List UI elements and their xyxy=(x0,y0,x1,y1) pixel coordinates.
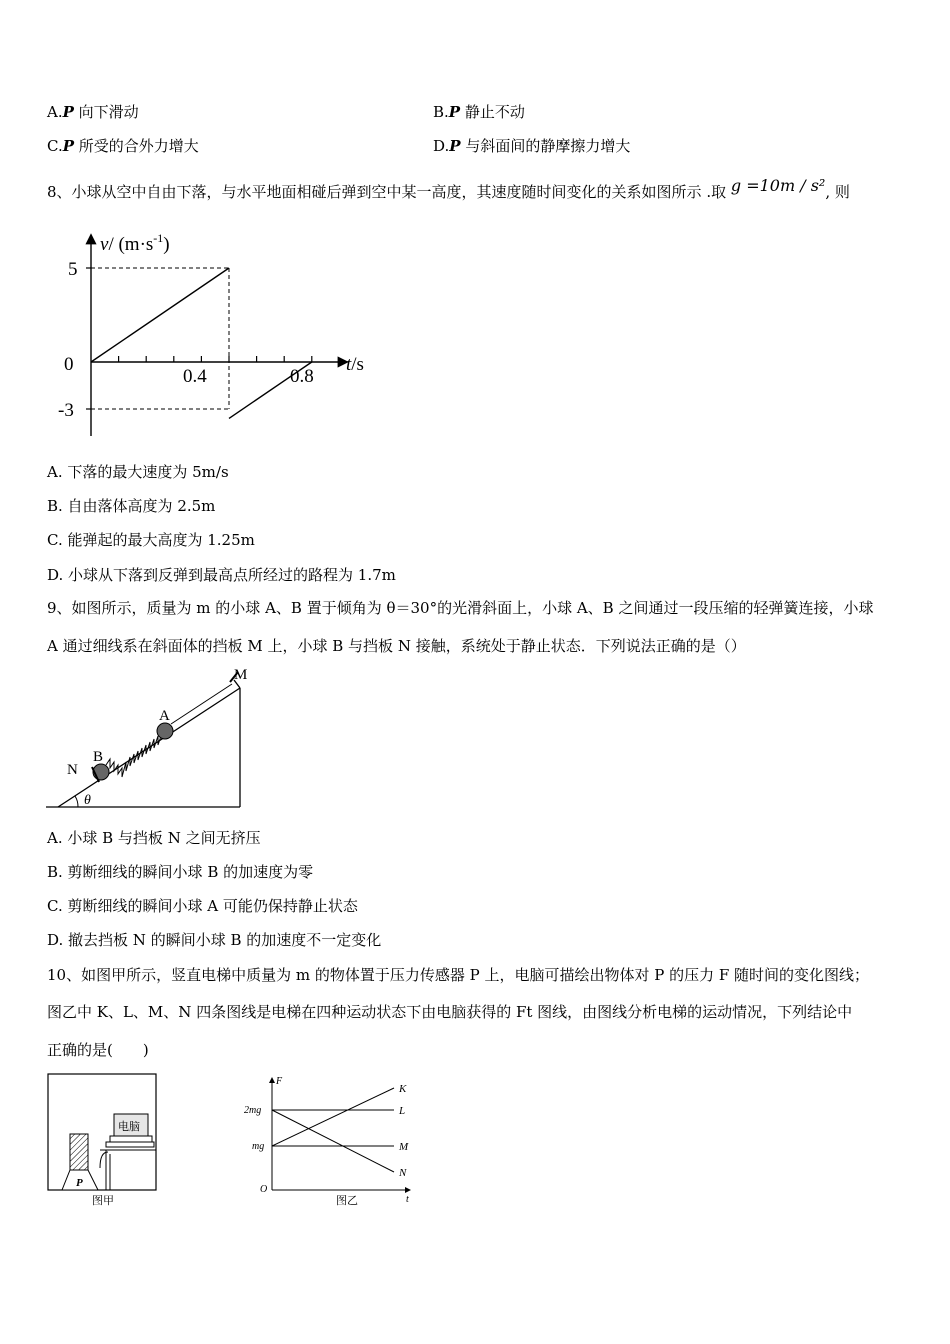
q8-option-d: D. 小球从下落到反弹到最高点所经过的路程为 1.7m xyxy=(47,566,396,584)
q9-thread xyxy=(171,684,232,724)
q7-option-c: C.P 所受的合外力增大 xyxy=(47,137,199,155)
q10-figure-a xyxy=(46,1072,161,1212)
q8-series-falling xyxy=(91,268,229,362)
q9-label-n: N xyxy=(67,762,78,778)
q9-stem-line1: 9、如图所示，质量为 m 的小球 A、B 置于倾角为 θ＝30°的光滑斜面上，小球 A、B 之间通过一段压缩的轻弹簧连接，小球 xyxy=(47,599,874,617)
q10-tick-2mg: 2mg xyxy=(244,1105,262,1116)
q8-g-formula: g =10m / s² xyxy=(730,176,826,195)
q8-x-tick-0-4: 0.4 xyxy=(183,366,207,387)
q10-figure-b xyxy=(238,1072,418,1212)
q9-label-a: A xyxy=(159,708,170,724)
q10-caption-b: 图乙 xyxy=(336,1195,358,1207)
q10-label-k: K xyxy=(399,1083,407,1095)
q8-stem: 8、小球从空中自由下落，与水平地面相碰后弹到空中某一高度，其速度随时间变化的关系如图所示 .取 g =10m / s², 则 xyxy=(47,176,850,201)
q10-tick-mg: mg xyxy=(252,1141,265,1152)
q8-x-label: t/s xyxy=(346,354,364,375)
q7-option-d: D.P 与斜面间的静摩擦力增大 xyxy=(433,137,631,155)
q10-label-f: F xyxy=(276,1076,283,1087)
q8-option-a: A. 下落的最大速度为 5m/s xyxy=(47,463,229,481)
q10-stem-line2: 图乙中 K、L、M、N 四条图线是电梯在四种运动状态下由电脑获得的 Ft 图线，由图线分析电梯的运动情况，下列结论中 xyxy=(47,1003,853,1021)
q10-label-o: O xyxy=(260,1184,268,1195)
q7-option-a: A.P 向下滑动 xyxy=(47,103,139,121)
q10-label-t: t xyxy=(406,1194,409,1205)
q8-y-tick-0: 0 xyxy=(64,354,74,375)
q9-spring xyxy=(106,733,162,777)
q10-line-k xyxy=(272,1088,394,1146)
q9-stem-line2: A 通过细线系在斜面体的挡板 M 上，小球 B 与挡板 N 接触，系统处于静止状态．下列说法正确的是（） xyxy=(47,637,746,655)
q8-option-b: B. 自由落体高度为 2.5m xyxy=(47,497,216,515)
q9-label-m: M xyxy=(234,667,248,683)
q8-y-tick-neg3: -3 xyxy=(58,400,74,421)
q9-option-b: B. 剪断细线的瞬间小球 B 的加速度为零 xyxy=(47,863,314,881)
q10-label-l: L xyxy=(399,1105,406,1117)
q10-stem-line3: 正确的是( ) xyxy=(47,1041,149,1059)
q8-x-ticks xyxy=(119,356,312,362)
q10-caption-a: 图甲 xyxy=(92,1195,114,1207)
q10-object xyxy=(70,1134,88,1170)
q9-option-d: D. 撤去挡板 N 的瞬间小球 B 的加速度不一定变化 xyxy=(47,931,382,949)
q10-label-m: M xyxy=(399,1141,409,1153)
q10-computer-label: 电脑 xyxy=(118,1121,140,1133)
q9-ball-a xyxy=(157,723,173,739)
q10-sensor-label: P xyxy=(76,1177,83,1189)
q9-incline-figure xyxy=(44,664,264,814)
q9-label-b: B xyxy=(93,749,104,765)
q9-option-c: C. 剪断细线的瞬间小球 A 可能仍保持静止状态 xyxy=(47,897,358,915)
q8-y-label: v/ $(m\cdot s^{-1})$ xyxy=(100,231,170,255)
q8-velocity-chart xyxy=(50,228,390,443)
q9-label-theta: θ xyxy=(84,793,91,808)
q8-option-c: C. 能弹起的最大高度为 1.25m xyxy=(47,531,255,549)
q8-x-tick-0-8: 0.8 xyxy=(290,366,314,387)
q10-label-n: N xyxy=(399,1167,407,1179)
q8-y-tick-5: 5 xyxy=(68,259,78,280)
q9-option-a: A. 小球 B 与挡板 N 之间无挤压 xyxy=(47,829,261,847)
q10-line-n xyxy=(272,1110,394,1172)
q7-option-b: B.P 静止不动 xyxy=(433,103,525,121)
q10-stem-line1: 10、如图甲所示，竖直电梯中质量为 m 的物体置于压力传感器 P 上，电脑可描绘出物体对 P 的压力 F 随时间的变化图线； xyxy=(47,966,870,984)
